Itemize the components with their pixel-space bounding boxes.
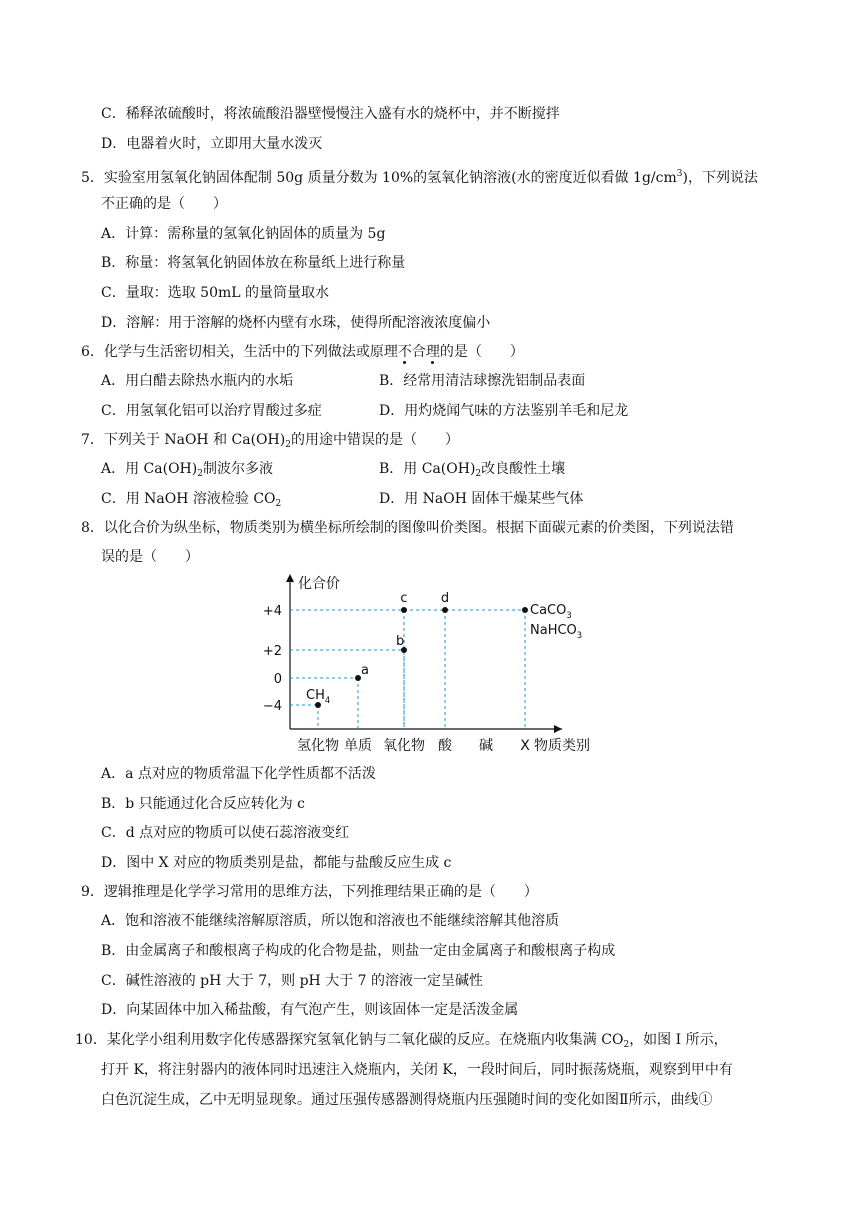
point-label: $CH_4$ bbox=[306, 688, 331, 705]
q6-stem bbox=[81, 342, 524, 362]
q7-option-d: D．用 NaOH 固体干燥某些气体 bbox=[379, 491, 584, 507]
point-label-2: NaHCO$_3$ bbox=[530, 623, 583, 640]
q6-option-c: C．用氢氧化铝可以治疗胃酸过多症 bbox=[101, 403, 322, 419]
q6-stem-c: 的是（ ） bbox=[439, 344, 524, 360]
chart-axes bbox=[263, 574, 590, 754]
chart-guides bbox=[290, 610, 525, 729]
q6-option-d: D．用灼烧闻气味的方法鉴别羊毛和尼龙 bbox=[379, 403, 629, 419]
q10-line3: 白色沉淀生成，乙中无明显现象。通过压强传感器测得烧瓶内压强随时间的变化如图Ⅱ所示，曲线① bbox=[101, 1092, 713, 1108]
y-axis-label: 化合价 bbox=[298, 576, 340, 592]
q8-stem-line1: 8．以化合价为纵坐标，物质类别为横坐标所绘制的图像叫价类图。根据下面碳元素的价类图，下列说法错 bbox=[81, 520, 734, 536]
y-tick-label: −4 bbox=[262, 699, 282, 714]
q5-stem-line1 bbox=[81, 164, 758, 188]
q5-stem-line2: 不正确的是（ ） bbox=[101, 196, 227, 212]
q10-line1-sub: 2 bbox=[623, 1040, 630, 1050]
y-tick-label: +2 bbox=[262, 644, 282, 659]
q10-line2: 打开 K，将注射器内的液体同时迅速注入烧瓶内，关闭 K，一段时间后，同时振荡烧瓶，观察到甲中有 bbox=[101, 1062, 733, 1078]
q7-optC-a: C．用 NaOH 溶液检验 CO bbox=[101, 491, 276, 507]
q10-line1-b: ，如图 I 所示， bbox=[629, 1032, 728, 1048]
x-tick-label: 碱 bbox=[479, 738, 493, 754]
q6-option-a: A．用白醋去除热水瓶内的水垢 bbox=[101, 373, 294, 389]
q7-option-b bbox=[379, 459, 565, 484]
q8-option-c: C．d 点对应的物质可以使石蕊溶液变红 bbox=[101, 825, 350, 841]
q7-stem bbox=[81, 430, 459, 455]
valence-category-chart bbox=[262, 566, 622, 762]
q5-option-b: B．称量：将氢氧化钠固体放在称量纸上进行称量 bbox=[101, 255, 406, 271]
q7-option-c bbox=[101, 489, 281, 514]
x-tick-label: 氢化物 bbox=[297, 738, 339, 754]
q7-stem-a: 7．下列关于 NaOH 和 Ca(OH) bbox=[81, 432, 286, 448]
x-tick-label: X bbox=[520, 738, 530, 754]
y-tick-label: 0 bbox=[273, 672, 282, 687]
x-axis-label: 物质类别 bbox=[534, 738, 590, 754]
y-tick-label: +4 bbox=[262, 604, 282, 619]
q5-stem-text: 5．实验室用氢氧化钠固体配制 50g 质量分数为 10%的氢氧化钠溶液(水的密度近似看做 1g/cm bbox=[81, 170, 677, 186]
point-label: a bbox=[361, 663, 369, 678]
q7-optB-b: 改良酸性土壤 bbox=[481, 461, 566, 477]
q9-option-d: D．向某固体中加入稀盐酸，有气泡产生，则该固体一定是活泼金属 bbox=[101, 1002, 519, 1018]
q10-line1 bbox=[75, 1030, 728, 1055]
q8-stem-line2: 误的是（ ） bbox=[101, 549, 199, 565]
q8-option-b: B．b 只能通过化合反应转化为 c bbox=[101, 796, 305, 812]
q7-optC-sub: 2 bbox=[275, 499, 282, 509]
q6-stem-b: 合 bbox=[411, 344, 426, 360]
q7-optB-a: B．用 Ca(OH) bbox=[379, 461, 476, 477]
y-axis-arrow bbox=[286, 574, 294, 582]
q7-optB-sub: 2 bbox=[475, 469, 482, 479]
q5-option-d: D．溶解：用于溶解的烧杯内壁有水珠，使得所配溶液浓度偏小 bbox=[101, 315, 491, 331]
q7-optA-sub: 2 bbox=[197, 469, 203, 479]
q7-option-a bbox=[101, 459, 273, 484]
q6-emphasis-1: 不 bbox=[397, 344, 412, 360]
q5-stem-sup: 3 bbox=[676, 169, 683, 179]
data-point bbox=[522, 607, 528, 613]
q5-stem-end: )，下列说法 bbox=[682, 170, 758, 186]
x-tick-label: 氧化物 bbox=[383, 738, 425, 754]
point-label: b bbox=[396, 634, 405, 649]
q9-option-a: A．饱和溶液不能继续溶解原溶质，所以饱和溶液也不能继续溶解其他溶质 bbox=[101, 913, 560, 929]
q7-stem-sub: 2 bbox=[285, 440, 291, 450]
q5-option-a: A．计算：需称量的氢氧化钠固体的质量为 5g bbox=[101, 226, 386, 242]
q4-option-d: D．电器着火时，立即用大量水泼灭 bbox=[101, 136, 323, 152]
point-label: c bbox=[400, 591, 408, 606]
q6-stem-a: 6．化学与生活密切相关，生活中的下列做法或原理 bbox=[81, 344, 398, 360]
q7-optA-b: 制波尔多液 bbox=[202, 461, 273, 477]
point-label: CaCO$_3$ bbox=[530, 603, 572, 620]
q9-stem: 9．逻辑推理是化学学习常用的思维方法，下列推理结果正确的是（ ） bbox=[81, 884, 538, 900]
data-point bbox=[401, 607, 407, 613]
q5-option-c: C．量取：选取 50mL 的量筒量取水 bbox=[101, 285, 329, 301]
q6-option-b: B．经常用清洁球擦洗铝制品表面 bbox=[379, 373, 586, 389]
data-point bbox=[442, 607, 448, 613]
q9-option-b: B．由金属离子和酸根离子构成的化合物是盐，则盐一定由金属离子和酸根离子构成 bbox=[101, 943, 616, 959]
x-tick-label: 单质 bbox=[344, 738, 372, 754]
q7-optA-a: A．用 Ca(OH) bbox=[101, 461, 198, 477]
q8-option-a: A．a 点对应的物质常温下化学性质都不活泼 bbox=[101, 766, 376, 782]
chart-points bbox=[315, 607, 528, 708]
q8-option-d: D．图中 X 对应的物质类别是盐，都能与盐酸反应生成 c bbox=[101, 855, 452, 871]
q6-emphasis-2: 理 bbox=[425, 344, 440, 360]
q9-option-c: C．碱性溶液的 pH 大于 7，则 pH 大于 7 的溶液一定呈碱性 bbox=[101, 973, 484, 989]
q4-option-c: C．稀释浓硫酸时，将浓硫酸沿器壁慢慢注入盛有水的烧杯中，并不断搅拌 bbox=[101, 106, 560, 122]
x-tick-label: 酸 bbox=[438, 738, 452, 754]
point-label: d bbox=[440, 591, 450, 606]
x-axis-arrow bbox=[554, 725, 562, 733]
q7-stem-b: 的用途中错误的是（ ） bbox=[290, 432, 459, 448]
q10-line1-a: 10．某化学小组利用数字化传感器探究氢氧化钠与二氧化碳的反应。在烧瓶内收集满 CO bbox=[75, 1032, 624, 1048]
